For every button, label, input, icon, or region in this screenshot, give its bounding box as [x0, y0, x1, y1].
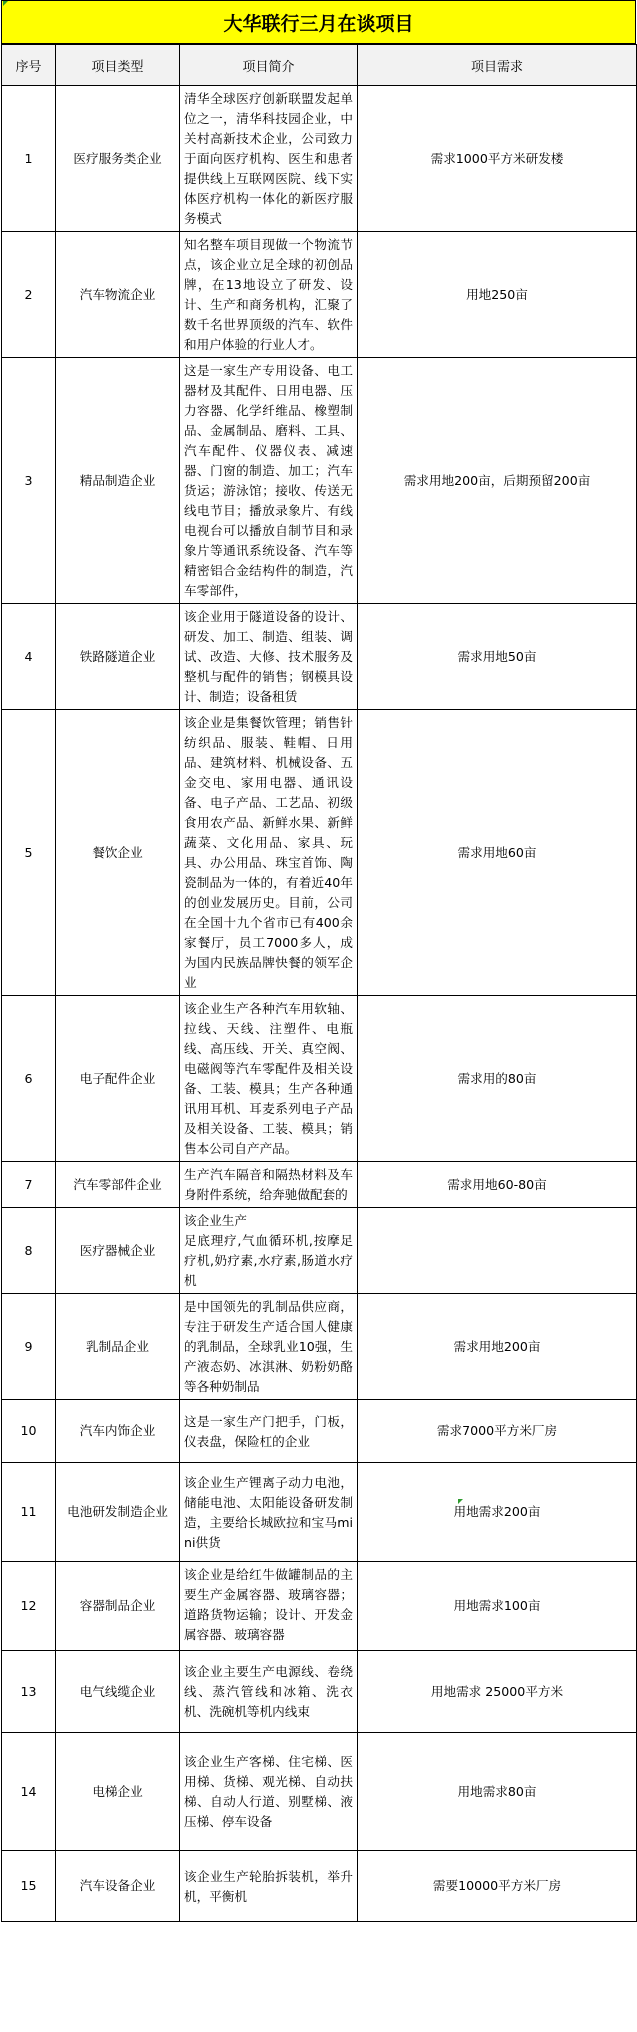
- cell-need: 需求1000平方米研发楼: [358, 86, 637, 232]
- cell-intro: 该企业生产锂离子动力电池，储能电池、太阳能设备研发制造，主要给长城欧拉和宝马mini供货: [180, 1463, 358, 1562]
- cell-no: 7: [2, 1162, 56, 1208]
- cell-need: 需求用地50亩: [358, 604, 637, 710]
- cell-no: 13: [2, 1651, 56, 1733]
- table-row: [2, 1208, 637, 1294]
- cell-need: 用地需求100亩: [358, 1562, 637, 1651]
- cell-intro: 该企业生产 足底理疗,气血循环机,按摩足疗机,奶疗素,水疗素,肠道水疗机: [180, 1208, 358, 1294]
- header-type: 项目类型: [56, 45, 180, 86]
- spreadsheet: [1, 0, 636, 1922]
- cell-need: 用地需求80亩: [358, 1733, 637, 1851]
- cell-need: 用地需求 25000平方米: [358, 1651, 637, 1733]
- cell-no: 2: [2, 232, 56, 358]
- cell-intro: 该企业主要生产电源线、卷绕线、蒸汽管线和冰箱、洗衣机、洗碗机等机内线束: [180, 1651, 358, 1733]
- cell-need: 用地250亩: [358, 232, 637, 358]
- table-row: [2, 1294, 637, 1400]
- cell-intro: 知名整车项目现做一个物流节点，该企业立足全球的初创品牌，在13地设立了研发、设计、生产和商务机构，汇聚了数千名世界顶级的汽车、软件和用户体验的行业人才。: [180, 232, 358, 358]
- cell-type: 汽车零部件企业: [56, 1162, 180, 1208]
- cell-comment-marker: [3, 1, 8, 6]
- sheet-title: 大华联行三月在谈项目: [1, 0, 636, 44]
- cell-type: 容器制品企业: [56, 1562, 180, 1651]
- cell-type: 铁路隧道企业: [56, 604, 180, 710]
- cell-intro: 生产汽车隔音和隔热材料及车身附件系统，给奔驰做配套的: [180, 1162, 358, 1208]
- table-row: [2, 1733, 637, 1851]
- table-row: [2, 358, 637, 604]
- cell-no: 1: [2, 86, 56, 232]
- table-row: [2, 1463, 637, 1562]
- cell-type: 汽车内饰企业: [56, 1400, 180, 1463]
- cell-no: 6: [2, 996, 56, 1162]
- cell-need: 需要10000平方米厂房: [358, 1851, 637, 1922]
- cell-type: 餐饮企业: [56, 710, 180, 996]
- cell-type: 电池研发制造企业: [56, 1463, 180, 1562]
- cell-no: 15: [2, 1851, 56, 1922]
- cell-no: 4: [2, 604, 56, 710]
- cell-need: 需求用地200亩，后期预留200亩: [358, 358, 637, 604]
- header-row: [2, 45, 637, 86]
- cell-no: 3: [2, 358, 56, 604]
- header-need: 项目需求: [358, 45, 637, 86]
- cell-no: 11: [2, 1463, 56, 1562]
- cell-type: 汽车物流企业: [56, 232, 180, 358]
- table-row: [2, 1162, 637, 1208]
- cell-need: 需求用地60-80亩: [358, 1162, 637, 1208]
- cell-intro: 该企业生产客梯、住宅梯、医用梯、货梯、观光梯、自动扶梯、自动人行道、别墅梯、液压梯、停车设备: [180, 1733, 358, 1851]
- cell-type: 乳制品企业: [56, 1294, 180, 1400]
- table-row: [2, 604, 637, 710]
- cell-no: 14: [2, 1733, 56, 1851]
- cell-intro: 是中国领先的乳制品供应商，专注于研发生产适合国人健康的乳制品，全球乳业10强，生产液态奶、冰淇淋、奶粉奶酪等各种奶制品: [180, 1294, 358, 1400]
- cell-no: 10: [2, 1400, 56, 1463]
- cell-intro: 该企业生产各种汽车用软轴、拉线、天线、注塑件、电瓶线、高压线、开关、真空阀、电磁阀等汽车零配件及相关设备、工装、模具；生产各种通讯用耳机、耳麦系列电子产品及相关设备、工装、模具；销售本公司自产产品。: [180, 996, 358, 1162]
- cell-need: 用地需求200亩: [358, 1463, 637, 1562]
- cell-no: 9: [2, 1294, 56, 1400]
- table-row: [2, 1400, 637, 1463]
- header-intro: 项目简介: [180, 45, 358, 86]
- cell-type: 电气线缆企业: [56, 1651, 180, 1733]
- header-no: 序号: [2, 45, 56, 86]
- table-row: [2, 86, 637, 232]
- cell-no: 5: [2, 710, 56, 996]
- cell-intro: 该企业用于隧道设备的设计、研发、加工、制造、组装、调试、改造、大修、技术服务及整机与配件的销售；钢模具设计、制造；设备租赁: [180, 604, 358, 710]
- cell-intro: 该企业是给红牛做罐制品的主要生产金属容器、玻璃容器；道路货物运输；设计、开发金属容器、玻璃容器: [180, 1562, 358, 1651]
- cell-type: 医疗器械企业: [56, 1208, 180, 1294]
- cell-need: [358, 1208, 637, 1294]
- table-row: [2, 1651, 637, 1733]
- cell-type: 医疗服务类企业: [56, 86, 180, 232]
- cell-intro: 这是一家生产专用设备、电工器材及其配件、日用电器、压力容器、化学纤维品、橡塑制品、金属制品、磨料、工具、汽车配件、仪器仪表、减速器、门窗的制造、加工；汽车货运；游泳馆；接收、传送无线电节目；播放录象片、有线电视台可以播放自制节目和录象片等通讯系统设备、汽车等精密铝合金结构件的制造，汽车零部件，: [180, 358, 358, 604]
- project-table: [1, 44, 637, 1922]
- table-row: [2, 1851, 637, 1922]
- cell-intro: 该企业是集餐饮管理；销售针纺织品、服装、鞋帽、日用品、建筑材料、机械设备、五金交电、家用电器、通讯设备、电子产品、工艺品、初级食用农产品、新鲜水果、新鲜蔬菜、文化用品、家具、玩具、办公用品、珠宝首饰、陶瓷制品为一体的，有着近40年的创业发展历史。目前，公司在全国十九个省市已有400余家餐厅，员工7000多人，成为国内民族品牌快餐的领军企业: [180, 710, 358, 996]
- cell-need: 需求用地60亩: [358, 710, 637, 996]
- cell-need: 需求7000平方米厂房: [358, 1400, 637, 1463]
- cell-comment-marker: [458, 1499, 463, 1504]
- cell-intro: 该企业生产轮胎拆装机，举升机，平衡机: [180, 1851, 358, 1922]
- cell-intro: 清华全球医疗创新联盟发起单位之一，清华科技园企业，中关村高新技术企业，公司致力于面向医疗机构、医生和患者提供线上互联网医院、线下实体医疗机构一体化的新医疗服务模式: [180, 86, 358, 232]
- cell-type: 精品制造企业: [56, 358, 180, 604]
- cell-type: 汽车设备企业: [56, 1851, 180, 1922]
- cell-type: 电梯企业: [56, 1733, 180, 1851]
- table-row: [2, 996, 637, 1162]
- cell-no: 8: [2, 1208, 56, 1294]
- cell-need: 需求用的80亩: [358, 996, 637, 1162]
- table-row: [2, 1562, 637, 1651]
- cell-no: 12: [2, 1562, 56, 1651]
- table-row: [2, 232, 637, 358]
- table-body: [2, 86, 637, 1922]
- cell-need: 需求用地200亩: [358, 1294, 637, 1400]
- cell-type: 电子配件企业: [56, 996, 180, 1162]
- table-row: [2, 710, 637, 996]
- cell-intro: 这是一家生产门把手，门板，仪表盘，保险杠的企业: [180, 1400, 358, 1463]
